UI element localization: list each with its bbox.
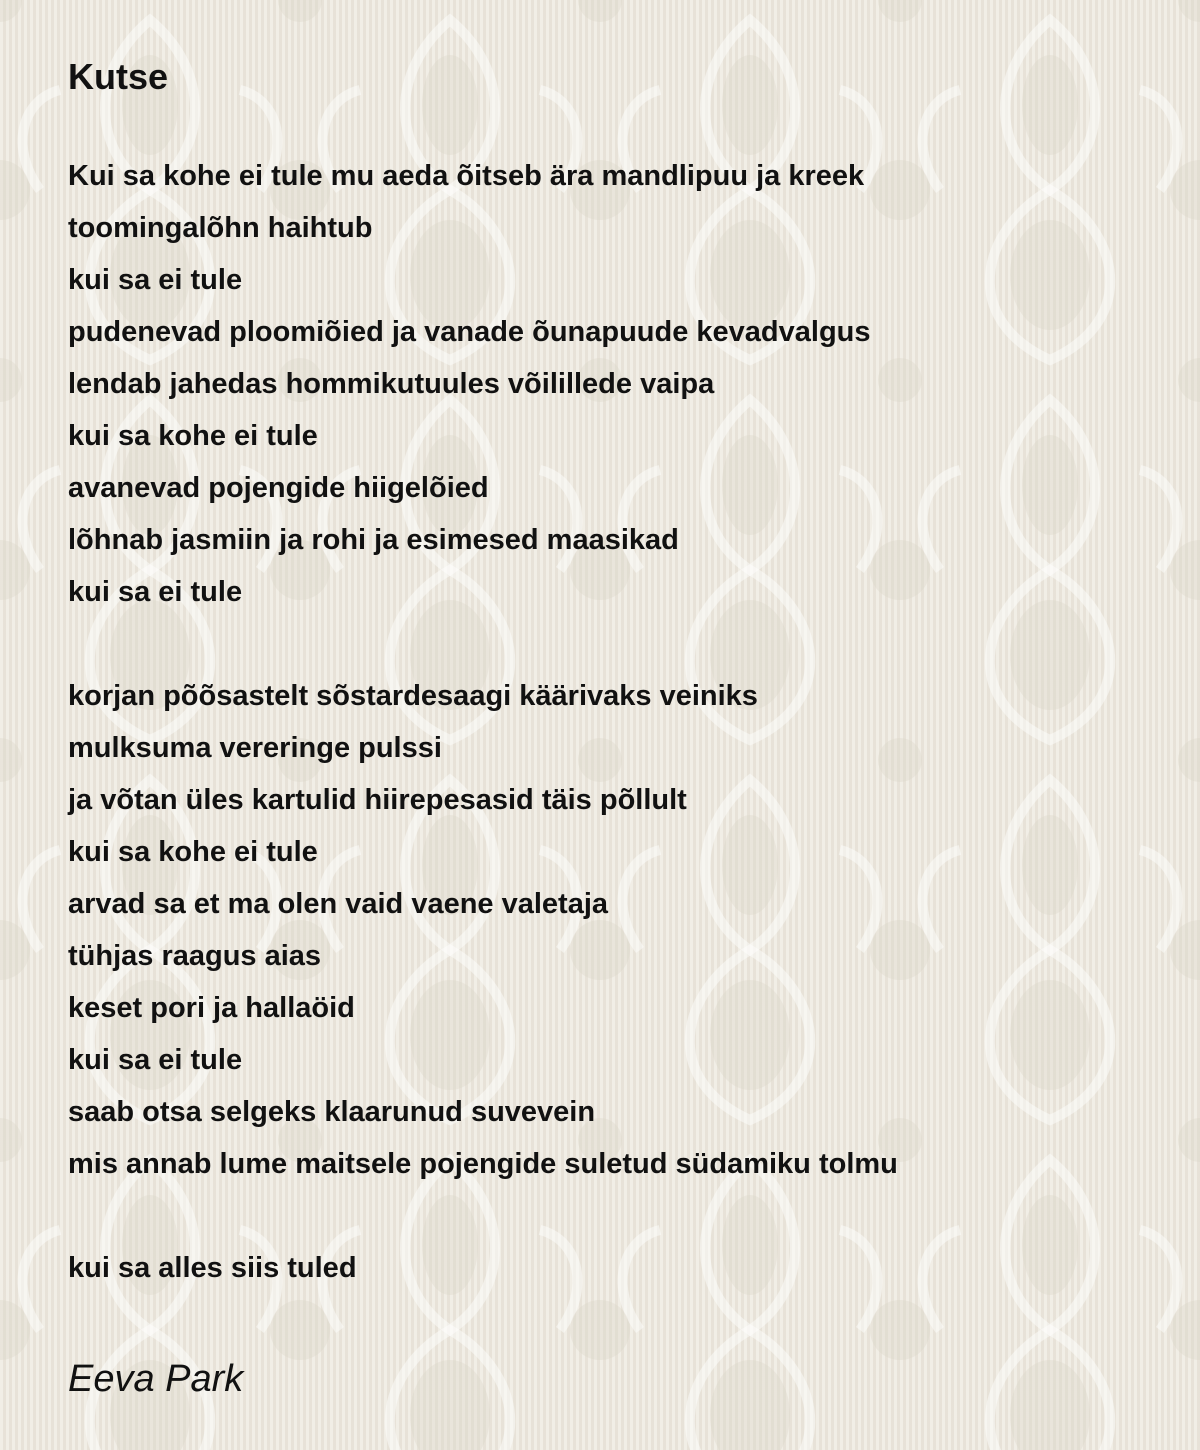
poem-line: kui sa ei tule (68, 576, 243, 608)
poem-stanza-3 (68, 1242, 1148, 1294)
poem-line: arvad sa et ma olen vaid vaene valetaja (68, 888, 609, 920)
poem-line: keset pori ja hallaöid (68, 992, 355, 1024)
poem-line: lõhnab jasmiin ja rohi ja esimesed maasikad (68, 524, 679, 556)
stanza-break (68, 1190, 1148, 1242)
poem-line: Kui sa kohe ei tule mu aeda õitseb ära mandlipuu ja kreek (68, 160, 865, 192)
poem-line: kui sa ei tule (68, 264, 243, 296)
poem-author: Eeva Park (68, 1358, 244, 1400)
poem-title: Kutse (68, 56, 169, 97)
poem-line: toomingalõhn haihtub (68, 212, 373, 244)
poem-line: tühjas raagus aias (68, 940, 322, 972)
poem-line: ja võtan üles kartulid hiirepesasid täis põllult (68, 784, 687, 816)
poem-line: lendab jahedas hommikutuules võilillede vaipa (68, 368, 715, 400)
poem-line: kui sa kohe ei tule (68, 420, 318, 452)
poem-line: kui sa ei tule (68, 1044, 243, 1076)
poem-line: pudenevad ploomiõied ja vanade õunapuude kevadvalgus (68, 316, 871, 348)
poem-line: mulksuma vereringe pulssi (68, 732, 442, 764)
poem-line: kui sa alles siis tuled (68, 1252, 357, 1284)
poem-container (68, 52, 1148, 1404)
poem-line: saab otsa selgeks klaarunud suvevein (68, 1096, 596, 1128)
poem-line: mis annab lume maitsele pojengide suletud südamiku tolmu (68, 1148, 898, 1180)
poem-line: korjan põõsastelt sõstardesaagi käärivaks veiniks (68, 680, 758, 712)
poem-stanza-1 (68, 150, 1148, 618)
stanza-break (68, 618, 1148, 670)
poem-line: kui sa kohe ei tule (68, 836, 318, 868)
poem-stanza-2 (68, 670, 1148, 1190)
poem-line: avanevad pojengide hiigelõied (68, 472, 489, 504)
